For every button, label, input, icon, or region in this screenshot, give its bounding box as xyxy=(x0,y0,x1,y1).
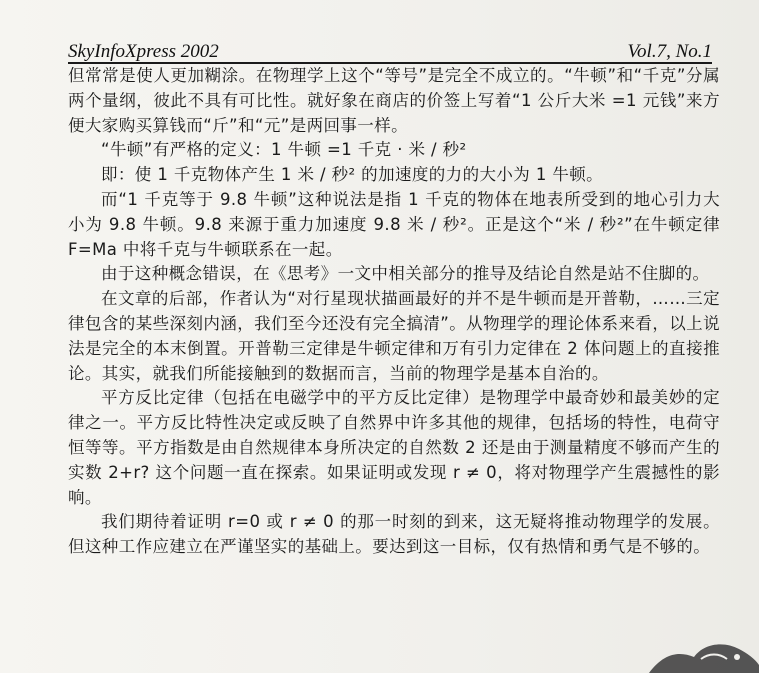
paragraph: 即：使 1 千克物体产生 1 米 / 秒² 的加速度的力的大小为 1 牛顿。 xyxy=(101,165,604,185)
paragraph: 平方反比定律（包括在电磁学中的平方反比定律）是物理学中最奇妙和最美妙的定律之一。平方反比特性决定或反映了自然界中许多其他的规律，包括场的特性，电荷守恒等等。平方指数是由自然规律本身所决定的自然数 2 还是由于测量精度不够而产生的实数 2+r? 这个问题一直在探索。如果证明或发现 r ≠ 0，将对物理学产生震撼性的影响。 xyxy=(68,388,720,507)
article-body xyxy=(68,64,720,560)
corner-ornament xyxy=(609,613,759,673)
paragraph: 由于这种概念错误，在《思考》一文中相关部分的推导及结论自然是站不住脚的。 xyxy=(101,264,710,284)
paragraph: 但常常是使人更加糊涂。在物理学上这个“等号”是完全不成立的。“牛顿”和“千克”分属两个量纲，彼此不具有可比性。就好象在商店的价签上写着“1 公斤大米 =1 元钱”来方便大家购买算钱而“斤”和“元”是两回事一样。 xyxy=(68,66,720,135)
paragraph: 我们期待着证明 r=0 或 r ≠ 0 的那一时刻的到来，这无疑将推动物理学的发展。但这种工作应建立在严谨坚实的基础上。要达到这一目标，仅有热情和勇气是不够的。 xyxy=(68,512,720,557)
journal-title: SkyInfoXpress 2002 xyxy=(68,41,219,62)
volume-issue: Vol.7, No.1 xyxy=(627,41,712,62)
paragraph: “牛顿”有严格的定义：1 牛顿 =1 千克 · 米 / 秒² xyxy=(101,140,467,160)
paragraph: 而“1 千克等于 9.8 牛顿”这种说法是指 1 千克的物体在地表所受到的地心引力大小为 9.8 牛顿。9.8 来源于重力加速度 9.8 米 / 秒²。正是这个“米 / 秒²”在牛顿定律 F=Ma 中将千克与牛顿联系在一起。 xyxy=(68,189,720,259)
paragraph: 在文章的后部，作者认为“对行星现状描画最好的并不是牛顿而是开普勒，……三定律包含的某些深刻内涵，我们至今还没有完全搞清”。从物理学的理论体系来看，以上说法是完全的本末倒置。开普勒三定律是牛顿定律和万有引力定律在 2 体问题上的直接推论。其实，就我们所能接触到的数据而言，当前的物理学是基本自治的。 xyxy=(68,289,720,383)
